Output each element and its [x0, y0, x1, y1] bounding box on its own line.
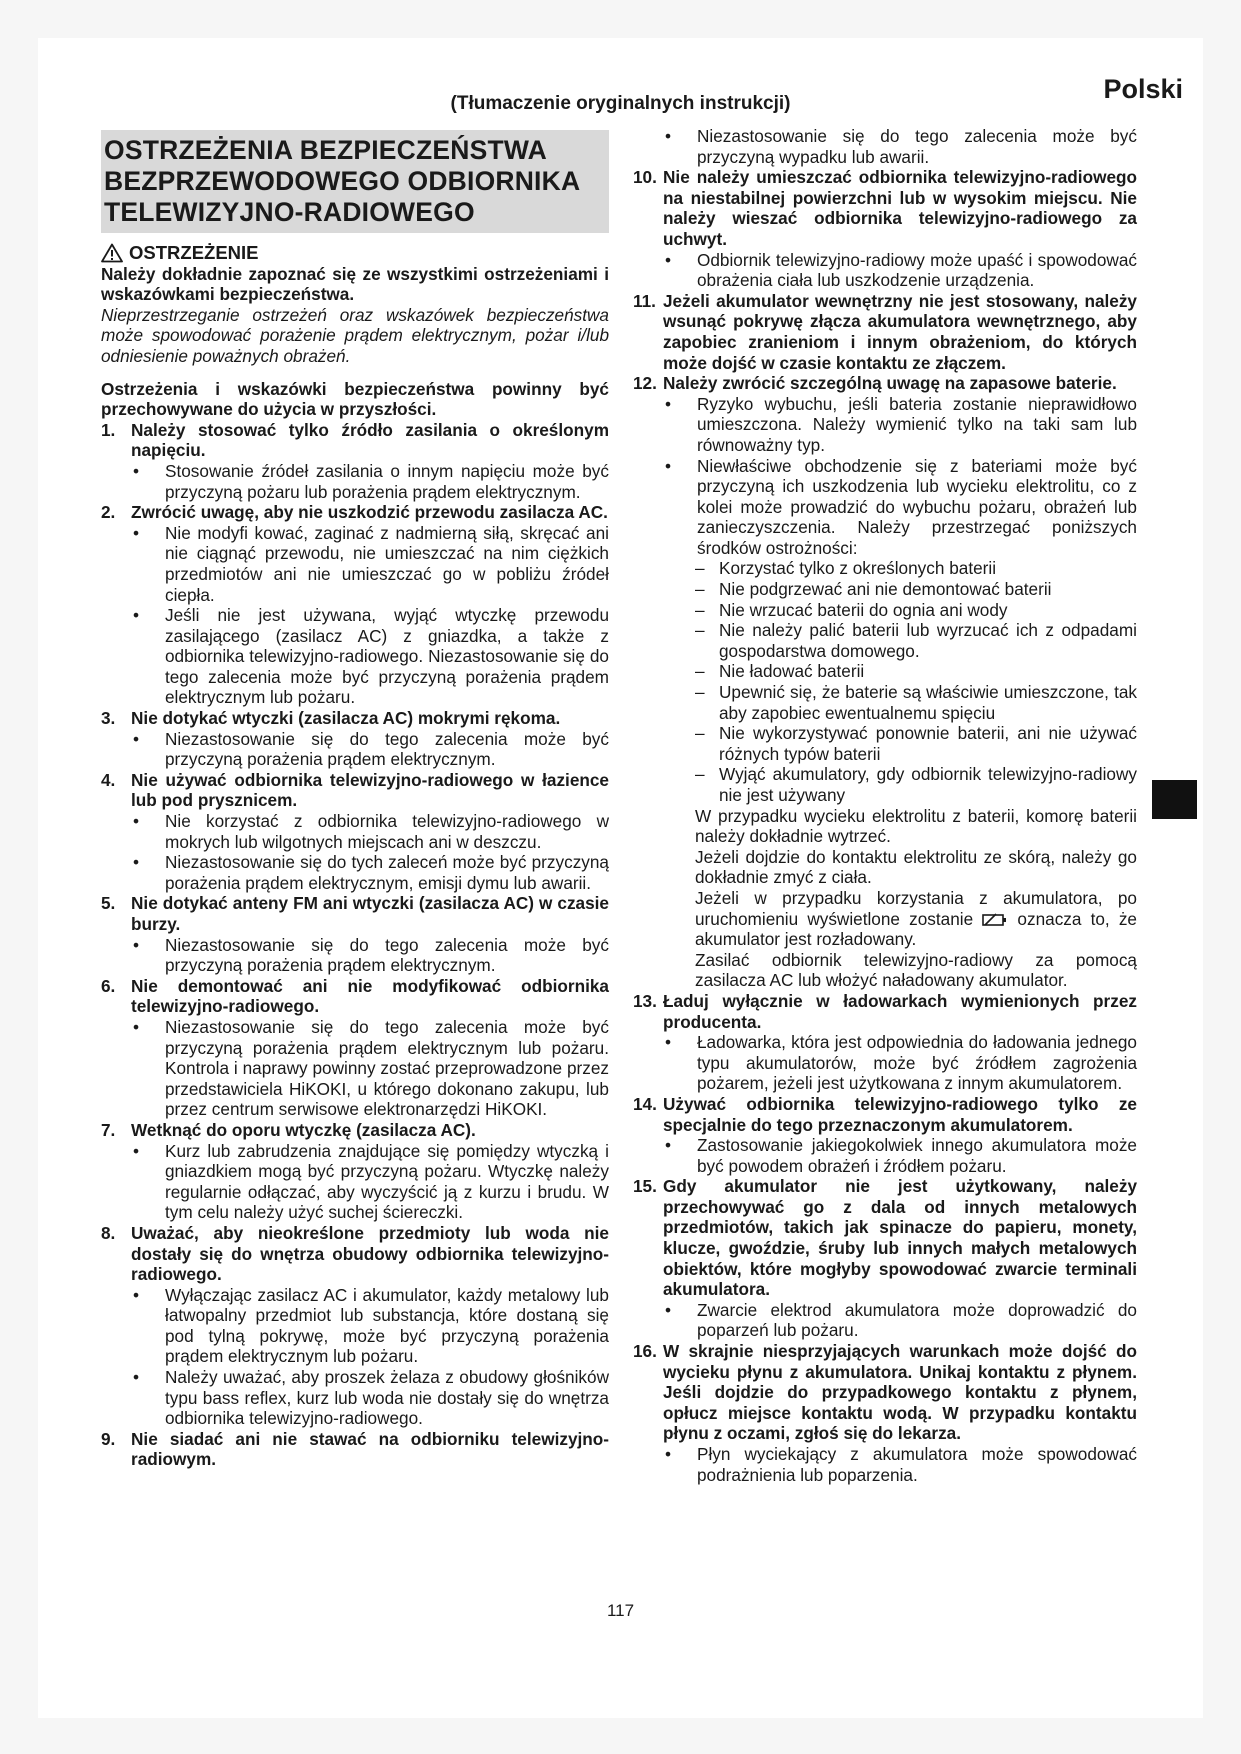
- bullet: • Zastosowanie jakiegokolwiek innego akumulatora może być powodem obrażeń i źródłem pożaru.: [665, 1135, 1137, 1176]
- safety-item-5: 5. Nie dotykać anteny FM ani wtyczki (zasilacza AC) w czasie burzy.: [101, 893, 609, 934]
- warning-label: OSTRZEŻENIE: [129, 242, 259, 263]
- safety-item-12: 12. Należy zwrócić szczególną uwagę na zapasowe baterie.: [633, 373, 1117, 394]
- title-line: BEZPRZEWODOWEGO ODBIORNIKA: [104, 166, 581, 196]
- page-number: 117: [606, 1601, 635, 1620]
- right-column: [633, 126, 1137, 1485]
- warning-triangle-icon: [101, 243, 123, 263]
- safety-item-7: 7. Wetknąć do oporu wtyczkę (zasilacza AC).: [101, 1119, 476, 1140]
- safety-item-4: 4. Nie używać odbiornika telewizyjno-radiowego w łazience lub pod prysznicem.: [101, 769, 609, 811]
- dash-item: – Nie wrzucać baterii do ognia ani wody: [695, 599, 1008, 620]
- paragraph: W przypadku wycieku elektrolitu z baterii, komorę baterii należy dokładnie wytrzeć.: [695, 805, 1137, 847]
- bullet: • Należy uważać, aby proszek żelaza z obudowy głośników typu bass reflex, kurz lub woda nie dostały się do wnętrza odbiornika telewizyjno-radiowego.: [133, 1367, 609, 1429]
- bullet: • Wyłączając zasilacz AC i akumulator, każdy metalowy lub łatwopalny przedmiot lub substancja, które dostaną się pod tylną pokrywę, może być przyczyną porażenia prądem elektrycznym lub pożaru.: [133, 1284, 609, 1367]
- safety-item-2: 2. Zwrócić uwagę, aby nie uszkodzić przewodu zasilacza AC.: [101, 502, 608, 523]
- bullet: • Ładowarka, która jest odpowiednia do ładowania jednego typu akumulatorów, może być źródłem zagrożenia pożarem, jeżeli jest użytkowana z innym akumulatorem.: [665, 1032, 1137, 1094]
- bullet: • Niezastosowanie się do tych zaleceń może być przyczyną porażenia prądem elektrycznym, emisji dymu lub awarii.: [133, 852, 609, 893]
- paragraph: Zasilać odbiornik telewizyjno-radiowy za pomocą zasilacza AC lub włożyć naładowany akumulator.: [695, 949, 1137, 991]
- warning-consequence: Nieprzestrzeganie ostrzeżeń oraz wskazówek bezpieczeństwa może spowodować porażenie prądem elektrycznym, pożar i/lub odniesienie poważnych obrażeń.: [101, 304, 609, 366]
- title-line: TELEWIZYJNO-RADIOWEGO: [104, 197, 475, 227]
- safety-item-16: 16. W skrajnie niesprzyjających warunkach może dojść do wycieku płynu z akumulatora. Unikaj kontaktu z płynem. Jeśli dojdzie do przypadkowego kontaktu z płynem, opłucz miejsce kontaktu wodą. W przypadku kontaktu płynu z oczami, zgłoś się do lekarza.: [633, 1341, 1137, 1444]
- bullet: • Odbiornik telewizyjno-radiowy może upaść i spowodować obrażenia ciała lub uszkodzenie urządzenia.: [665, 249, 1137, 291]
- bullet: • Niezastosowanie się do tego zalecenia może być przyczyną wypadku lub awarii.: [665, 126, 1137, 167]
- bullet: • Płyn wyciekający z akumulatora może spowodować podrażnienia lub poparzenia.: [665, 1444, 1137, 1485]
- safety-item-15: 15. Gdy akumulator nie jest użytkowany, należy przechowywać go z dala od innych metalowych przedmiotów, takich jak spinacze do papieru, monety, klucze, gwoździe, śruby lub innych małych metalowych obiektów, które mogłyby spowodować zwarcie terminali akumulatora.: [633, 1176, 1137, 1300]
- low-battery-icon: [982, 913, 1008, 927]
- bullet: • Jeśli nie jest używana, wyjąć wtyczkę przewodu zasilającego (zasilacz AC) z gniazdka, a także z odbiornika telewizyjno-radiowego. Niezastosowanie się do tego zalecenia może być przyczyną porażenia prądem elektrycznym lub pożaru.: [133, 605, 609, 708]
- bullet: • Niewłaściwe obchodzenie się z bateriami może być przyczyną ich uszkodzenia lub wycieku elektrolitu, co z kolei może prowadzić do wybuchu pożaru, obrażeń lub zanieczyszczenia. Należy przestrzegać poniższych środków ostrożności:: [665, 455, 1137, 558]
- dash-item: – Upewnić się, że baterie są właściwie umieszczone, tak aby zapobiec ewentualnemu spięciu: [695, 682, 1137, 723]
- bullet: • Niezastosowanie się do tego zalecenia może być przyczyną porażenia prądem elektrycznym.: [133, 934, 609, 976]
- dash-item: – Nie należy palić baterii lub wyrzucać ich z odpadami gospodarstwa domowego.: [695, 620, 1137, 661]
- safety-item-6: 6. Nie demontować ani nie modyfikować odbiornika telewizyjno-radiowego.: [101, 975, 609, 1017]
- bullet: • Ryzyko wybuchu, jeśli bateria zostanie nieprawidłowo umieszczona. Należy wymienić tylko na taki sam lub równoważny typ.: [665, 393, 1137, 455]
- safety-item-1: 1. Należy stosować tylko źródło zasilania o określonym napięciu.: [101, 419, 609, 461]
- safety-item-9: 9. Nie siadać ani nie stawać na odbiorniku telewizyjno-radiowym.: [101, 1428, 609, 1470]
- section-title: [101, 130, 609, 233]
- bullet: • Stosowanie źródeł zasilania o innym napięciu może być przyczyną pożaru lub porażenia prądem elektrycznym.: [133, 460, 609, 502]
- dash-item: – Korzystać tylko z określonych baterii: [695, 558, 997, 579]
- battery-paragraph: Jeżeli w przypadku korzystania z akumulatora, po uruchomieniu wyświetlone zostanie oznacza to, że akumulator jest rozładowany.: [695, 887, 1137, 950]
- dash-item: – Nie ładować baterii: [695, 661, 865, 682]
- bullet: • Niezastosowanie się do tego zalecenia może być przyczyną porażenia prądem elektrycznym lub pożaru. Kontrola i naprawy powinny zostać przeprowadzone przez przedstawiciela HiKOKI, u którego dokonano zakupu, lub przez centrum serwisowe elektronarzędzi HiKOKI.: [133, 1016, 609, 1120]
- safety-item-11: 11. Jeżeli akumulator wewnętrzny nie jest stosowany, należy wsunąć pokrywę złącza akumulatora wewnętrznego, aby zapobiec zranieniom i innym obrażeniom, do których może dojść w czasie kontaktu ze złączem.: [633, 290, 1137, 373]
- bullet: • Zwarcie elektrod akumulatora może doprowadzić do poparzeń lub pożaru.: [665, 1299, 1137, 1341]
- left-column: [101, 126, 609, 1470]
- language-label: Polski: [1103, 74, 1183, 104]
- warning-heading: [101, 243, 609, 264]
- safety-item-3: 3. Nie dotykać wtyczki (zasilacza AC) mokrymi rękoma.: [101, 708, 561, 729]
- keep-instructions: Ostrzeżenia i wskazówki bezpieczeństwa powinny być przechowywane do użycia w przyszłości.: [101, 378, 609, 420]
- warning-intro: Należy dokładnie zapoznać się ze wszystkimi ostrzeżeniami i wskazówkami bezpieczeństwa.: [101, 263, 609, 305]
- safety-item-14: 14. Używać odbiornika telewizyjno-radiowego tylko ze specjalnie do tego przeznaczonym akumulatorem.: [633, 1093, 1137, 1135]
- bullet: • Niezastosowanie się do tego zalecenia może być przyczyną porażenia prądem elektrycznym.: [133, 728, 609, 770]
- paragraph: Jeżeli dojdzie do kontaktu elektrolitu ze skórą, należy go dokładnie zmyć z ciała.: [695, 846, 1137, 888]
- language-tab-marker: [1152, 780, 1197, 819]
- bullet: • Kurz lub zabrudzenia znajdujące się pomiędzy wtyczką i gniazdkiem mogą być przyczyną pożaru. Wtyczkę należy regularnie odłączać, aby wyczyścić ją z kurzu i brudu. W tym celu należy użyć suchej ściereczki.: [133, 1140, 609, 1223]
- dash-item: – Nie podgrzewać ani nie demontować baterii: [695, 579, 1052, 600]
- dash-item: – Nie wykorzystywać ponownie baterii, ani nie używać różnych typów baterii: [695, 723, 1137, 764]
- bullet: • Nie modyfi kować, zaginać z nadmierną siłą, skręcać ani nie ciągnąć przewodu, nie umieszczać na nim ciężkich przedmiotów ani nie umieszczać go w pobliżu źródeł ciepła.: [133, 522, 609, 605]
- bullet: • Nie korzystać z odbiornika telewizyjno-radiowego w mokrych lub wilgotnych miejscach ani w deszczu.: [133, 811, 609, 852]
- dash-item: – Wyjąć akumulatory, gdy odbiornik telewizyjno-radiowy nie jest używany: [695, 764, 1137, 805]
- safety-item-13: 13. Ładuj wyłącznie w ładowarkach wymienionych przez producenta.: [633, 990, 1137, 1032]
- safety-item-10: 10. Nie należy umieszczać odbiornika telewizyjno-radiowego na niestabilnej powierzchni lub w wysokim miejscu. Nie należy wieszać odbiornika telewizyjno-radiowego za uchwyt.: [633, 167, 1137, 249]
- safety-item-8: 8. Uważać, aby nieokreślone przedmioty lub woda nie dostały się do wnętrza obudowy odbiornika telewizyjno-radiowego.: [101, 1222, 609, 1285]
- translation-note: (Tłumaczenie oryginalnych instrukcji): [450, 93, 791, 114]
- title-line: OSTRZEŻENIA BEZPIECZEŃSTWA: [104, 135, 547, 165]
